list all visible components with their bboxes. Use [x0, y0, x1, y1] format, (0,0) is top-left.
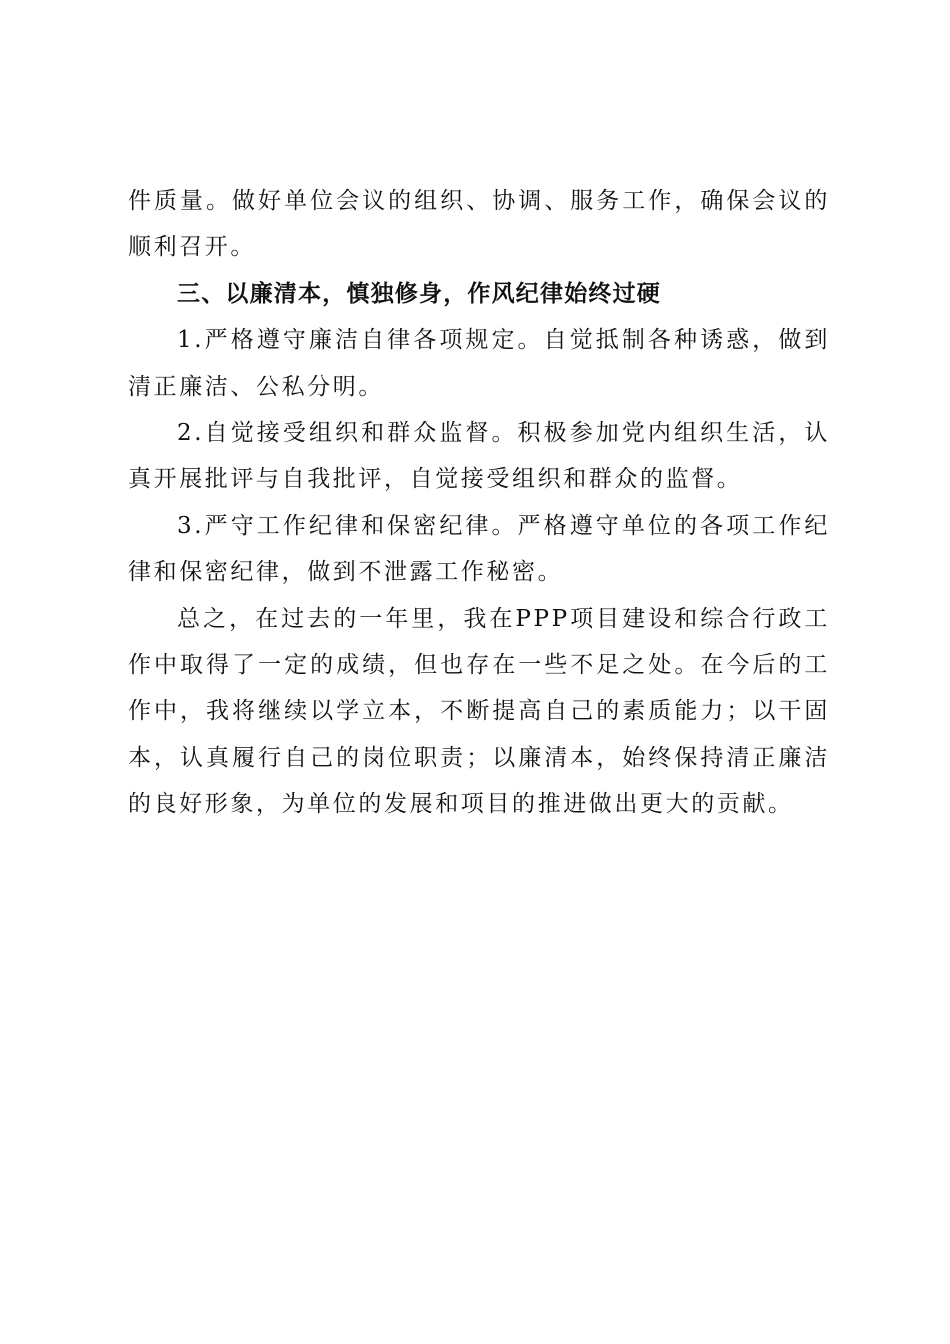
section-heading: 三、以廉清本，慎独修身，作风纪律始终过硬: [177, 280, 661, 307]
paragraph-summary: 总之，在过去的一年里，我在PPP项目建设和综合行政工作中取得了一定的成绩，但也存在一些不足之处。在今后的工作中，我将继续以学立本，不断提高自己的素质能力；以干固本，认真履行自己的岗位职责；以廉清本，始终保持清正廉洁的良好形象，为单位的发展和项目的推进做出更大的贡献。: [128, 605, 830, 818]
paragraph-item-3: 3.严守工作纪律和保密纪律。严格遵守单位的各项工作纪律和保密纪律，做到不泄露工作秘密。: [128, 512, 830, 586]
paragraph-continuation: 件质量。做好单位会议的组织、协调、服务工作，确保会议的顺利召开。: [128, 188, 830, 261]
paragraph-item-1: 1.严格遵守廉洁自律各项规定。自觉抵制各种诱惑，做到清正廉洁、公私分明。: [128, 327, 830, 400]
paragraph-item-2: 2.自觉接受组织和群众监督。积极参加党内组织生活，认真开展批评与自我批评，自觉接受组织和群众的监督。: [128, 420, 830, 493]
document-body: [128, 178, 830, 828]
